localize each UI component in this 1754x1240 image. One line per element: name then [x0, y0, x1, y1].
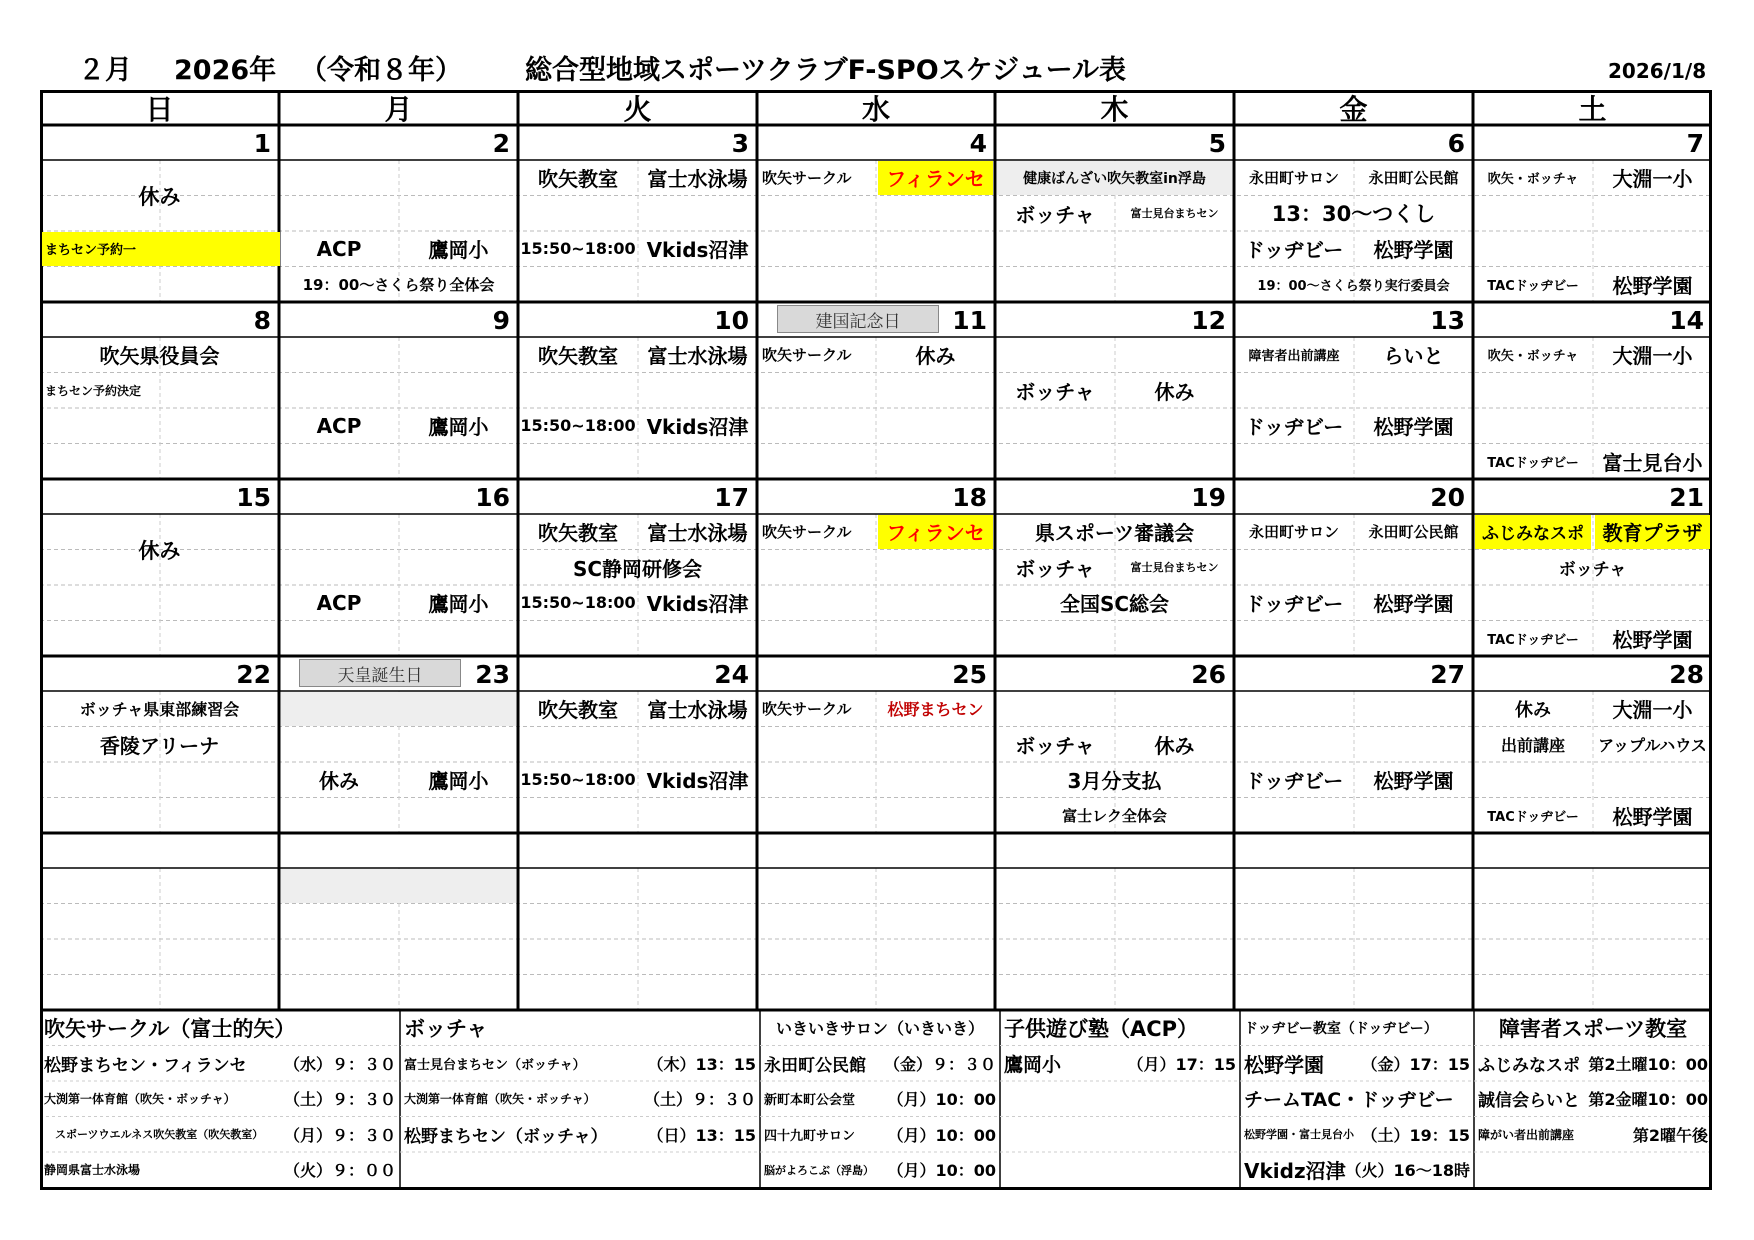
date-number: 5 — [1208, 129, 1226, 158]
schedule-entry: 教育プラザ — [1595, 515, 1710, 549]
date-number: 22 — [236, 660, 271, 689]
date-number: 27 — [1430, 660, 1465, 689]
schedule-entry: 大淵一小 — [1612, 698, 1693, 723]
schedule-entry: 富士見台小 — [1602, 450, 1703, 475]
legend-time — [1111, 1082, 1236, 1116]
schedule-entry: ドッヂビー — [1244, 238, 1344, 263]
legend-time — [1111, 1118, 1236, 1152]
schedule-entry: 松野学園 — [1612, 804, 1693, 829]
schedule-entry: ドッヂビー — [1244, 415, 1344, 440]
legend-time: （水）９：３０ — [283, 1054, 396, 1074]
schedule-entry: 吹矢・ボッチャ — [1487, 172, 1579, 188]
day-header-2: 火 — [623, 92, 652, 126]
schedule-entry: 松野学園 — [1373, 238, 1454, 263]
header-era: （令和８年） — [300, 55, 462, 86]
schedule-entry: ドッヂビー — [1244, 769, 1344, 794]
schedule-entry: 吹矢サークル — [762, 700, 852, 719]
schedule-entry: 永田町公民館 — [1368, 169, 1459, 188]
schedule-entry: 19：00～さくら祭り実行委員会 — [1257, 278, 1450, 294]
date-number: 10 — [714, 306, 749, 335]
issue-date: 2026/1/8 — [1608, 59, 1707, 83]
schedule-entry: 鷹岡小 — [428, 592, 489, 617]
schedule-sheet — [40, 90, 1712, 1190]
schedule-entry: アップルハウス — [1598, 735, 1707, 755]
schedule-entry: ACP — [316, 236, 362, 261]
date-number: 24 — [714, 660, 749, 689]
legend-venue — [1478, 1153, 1583, 1187]
date-number: 15 — [236, 483, 271, 512]
legend-title: ドッヂビー教室（ドッヂビー） — [1244, 1020, 1438, 1037]
schedule-entry: 吹矢サークル — [762, 346, 852, 365]
legend-venue: 四十九町サロン — [764, 1128, 856, 1144]
schedule-entry: 大淵一小 — [1612, 167, 1693, 192]
legend-venue: ふじみなスポ — [1478, 1055, 1580, 1076]
date-number: 8 — [253, 306, 271, 335]
legend-time — [1111, 1153, 1236, 1187]
schedule-entry: 香陵アリーナ — [99, 733, 220, 758]
legend-time — [631, 1153, 756, 1187]
date-number: 18 — [952, 483, 987, 512]
schedule-entry: 15:50~18:00 — [520, 416, 636, 436]
schedule-entry: 休み — [1515, 699, 1551, 721]
schedule-entry: TACドッヂビー — [1487, 278, 1579, 294]
schedule-entry: まちセン予約決定 — [45, 383, 142, 398]
legend-venue: 大渕第一体育館（吹矢・ボッチャ） — [44, 1092, 236, 1107]
date-number: 6 — [1447, 129, 1465, 158]
date-number: 14 — [1669, 306, 1704, 335]
legend-venue: 松野学園・富士見台小 — [1244, 1128, 1354, 1142]
schedule-entry: フィランセ — [878, 515, 993, 549]
schedule-entry: 永田町サロン — [1248, 523, 1339, 542]
legend-venue: スポーツウエルネス吹矢教室（吹矢教室） — [44, 1128, 264, 1142]
schedule-entry: 永田町公民館 — [1368, 523, 1459, 542]
schedule-entry: 休み — [915, 344, 956, 369]
schedule-entry: 富士水泳場 — [647, 167, 748, 192]
schedule-entry: 休み — [138, 538, 181, 563]
day-header-4: 木 — [1100, 92, 1129, 126]
date-number: 16 — [475, 483, 510, 512]
schedule-entry: ふじみなスポ — [1475, 515, 1591, 549]
holiday-label: 天皇誕生日 — [299, 659, 461, 687]
legend-time: 第2曜午後 — [1632, 1125, 1708, 1145]
schedule-entry: 松野学園 — [1373, 769, 1454, 794]
schedule-entry: 出前講座 — [1500, 735, 1565, 755]
schedule-entry: 松野学園 — [1612, 627, 1693, 652]
schedule-entry: 障害者出前講座 — [1248, 349, 1340, 365]
date-number: 17 — [714, 483, 749, 512]
schedule-entry: 富士水泳場 — [647, 698, 748, 723]
schedule-entry: まちセン予約一 — [42, 232, 280, 266]
schedule-entry: 吹矢県役員会 — [99, 344, 220, 369]
legend-venue: 鷹岡小 — [1004, 1053, 1062, 1076]
day-header-1: 月 — [384, 92, 413, 126]
legend-time: （月）10：00 — [887, 1161, 996, 1181]
schedule-entry: ボッチャ県東部練習会 — [79, 700, 240, 720]
day-header-6: 土 — [1578, 92, 1607, 126]
day-header-0: 日 — [145, 92, 174, 126]
date-number: 7 — [1686, 129, 1704, 158]
legend-time: 第2土曜10：00 — [1588, 1054, 1708, 1074]
shaded-cell — [281, 869, 516, 903]
legend-time: （火）16～18時 — [1345, 1161, 1470, 1181]
schedule-entry: SC静岡研修会 — [572, 556, 703, 581]
date-number: 23 — [475, 660, 510, 689]
schedule-entry: ドッヂビー — [1244, 592, 1344, 617]
schedule-entry: 休み — [138, 184, 181, 209]
legend-time: （木）13：15 — [647, 1054, 756, 1074]
legend-title: 障害者スポーツ教室 — [1498, 1016, 1688, 1041]
legend-venue: 富士見台まちセン（ボッチャ） — [404, 1057, 586, 1073]
legend-title: 吹矢サークル（富士的矢） — [44, 1016, 296, 1041]
legend-time — [1583, 1153, 1708, 1187]
date-number: 3 — [731, 129, 749, 158]
legend-venue: チームTAC・ドッヂビー — [1244, 1089, 1454, 1112]
schedule-entry: 富士水泳場 — [647, 344, 748, 369]
schedule-entry: TACドッヂビー — [1487, 455, 1579, 471]
schedule-entry: ボッチャ — [1558, 559, 1627, 580]
schedule-entry: 吹矢教室 — [538, 167, 618, 192]
schedule-entry: 松野学園 — [1373, 592, 1454, 617]
schedule-entry: 休み — [319, 769, 359, 794]
schedule-entry: ボッチャ — [1015, 556, 1095, 581]
legend-venue: 永田町公民館 — [764, 1055, 866, 1076]
legend-venue — [1004, 1118, 1111, 1152]
date-number: 19 — [1191, 483, 1226, 512]
legend-venue — [1004, 1082, 1111, 1116]
legend-time: （土）９：３０ — [643, 1090, 756, 1110]
legend-venue: 大渕第一体育館（吹矢・ボッチャ） — [404, 1092, 596, 1107]
date-number: 20 — [1430, 483, 1465, 512]
day-header-3: 水 — [861, 92, 890, 126]
schedule-entry: 鷹岡小 — [428, 238, 489, 263]
date-number: 1 — [253, 129, 271, 158]
schedule-entry: 富士レク全体会 — [1062, 806, 1167, 825]
schedule-entry: フィランセ — [878, 161, 993, 195]
date-number: 2 — [492, 129, 510, 158]
date-number: 9 — [492, 306, 510, 335]
schedule-entry: ボッチャ — [1015, 202, 1095, 227]
schedule-entry: ボッチャ — [1015, 733, 1095, 758]
schedule-entry: 県スポーツ審議会 — [1034, 521, 1195, 546]
schedule-entry: 富士水泳場 — [647, 521, 748, 546]
legend-venue: 障がい者出前講座 — [1478, 1127, 1575, 1142]
date-number: 11 — [952, 306, 987, 335]
legend-title: ボッチャ — [404, 1016, 488, 1041]
schedule-entry: 吹矢教室 — [538, 344, 618, 369]
date-number: 26 — [1191, 660, 1226, 689]
schedule-entry: ACP — [316, 590, 362, 615]
legend-venue: Vkidz沼津 — [1244, 1159, 1346, 1184]
schedule-entry: 吹矢・ボッチャ — [1487, 349, 1579, 365]
date-number: 28 — [1669, 660, 1704, 689]
legend-time: （土）19：15 — [1361, 1125, 1470, 1145]
legend-venue: 松野まちセン（ボッチャ） — [404, 1126, 608, 1147]
date-number: 13 — [1430, 306, 1465, 335]
schedule-entry: 鷹岡小 — [428, 415, 489, 440]
legend-time: （火）９：００ — [283, 1161, 396, 1181]
legend-time: （月）17：15 — [1127, 1054, 1236, 1074]
legend-title: 子供遊び塾（ACP） — [1004, 1016, 1199, 1041]
schedule-entry: Vkids沼津 — [646, 769, 749, 794]
schedule-entry: Vkids沼津 — [646, 592, 749, 617]
schedule-entry: ACP — [316, 413, 362, 438]
schedule-entry: 全国SC総会 — [1059, 592, 1170, 617]
schedule-entry: 吹矢サークル — [762, 169, 852, 188]
schedule-entry: Vkids沼津 — [646, 238, 749, 263]
schedule-entry: 松野学園 — [1373, 415, 1454, 440]
legend-venue — [404, 1153, 631, 1187]
schedule-entry: 15:50~18:00 — [520, 239, 636, 259]
schedule-entry: 松野学園 — [1612, 273, 1693, 298]
legend-venue: 松野まちセン・フィランセ — [44, 1055, 247, 1076]
schedule-entry: 吹矢教室 — [538, 521, 618, 546]
date-number: 4 — [969, 129, 987, 158]
schedule-entry: 19：00～さくら祭り全体会 — [302, 275, 495, 294]
legend-time: 第2金曜10：00 — [1588, 1090, 1708, 1110]
schedule-entry: 3月分支払 — [1067, 769, 1162, 794]
legend-time — [1345, 1082, 1470, 1116]
schedule-entry: 13：30～つくし — [1271, 202, 1436, 227]
schedule-entry: 健康ばんざい吹矢教室in浮島 — [997, 161, 1232, 195]
schedule-entry: TACドッヂビー — [1487, 809, 1579, 825]
legend-venue: 脳がよろこぶ（浮島） — [764, 1163, 874, 1177]
legend-time: （月）10：00 — [887, 1090, 996, 1110]
date-number: 21 — [1669, 483, 1704, 512]
schedule-entry: 吹矢教室 — [538, 698, 618, 723]
header-year: 2026年 — [174, 55, 277, 86]
schedule-entry: 富士見台まちセン — [1130, 207, 1219, 221]
legend-time: （金）17：15 — [1361, 1054, 1470, 1074]
schedule-entry: 休み — [1154, 733, 1195, 758]
legend-venue — [1004, 1153, 1111, 1187]
header-month: ２月 — [78, 55, 132, 86]
schedule-entry: Vkids沼津 — [646, 415, 749, 440]
holiday-label: 建国記念日 — [777, 305, 939, 333]
schedule-entry: TACドッヂビー — [1487, 632, 1579, 648]
legend-time: （土）９：３０ — [283, 1090, 396, 1110]
schedule-entry: 松野まちセン — [887, 700, 984, 720]
schedule-entry: 吹矢サークル — [762, 523, 852, 542]
legend-time: （月）10：00 — [887, 1125, 996, 1145]
legend-title: いきいきサロン（いきいき） — [775, 1019, 984, 1039]
legend-venue: 静岡県富士水泳場 — [44, 1163, 141, 1178]
schedule-entry: 富士見台まちセン — [1130, 561, 1219, 575]
schedule-entry: 15:50~18:00 — [520, 593, 636, 613]
schedule-entry: 鷹岡小 — [428, 769, 489, 794]
schedule-entry: ボッチャ — [1015, 379, 1095, 404]
legend-venue: 誠信会らいと — [1478, 1091, 1580, 1112]
legend-venue: 新町本町公会堂 — [764, 1093, 856, 1109]
schedule-entry — [281, 692, 516, 726]
legend-time: （日）13：15 — [647, 1125, 756, 1145]
schedule-entry: 休み — [1154, 379, 1195, 404]
schedule-entry: 大淵一小 — [1612, 344, 1693, 369]
page-title: 総合型地域スポーツクラブF-SPOスケジュール表 — [525, 55, 1127, 86]
date-number: 25 — [952, 660, 987, 689]
schedule-entry: らいと — [1383, 344, 1444, 369]
date-number: 12 — [1191, 306, 1226, 335]
schedule-entry: 永田町サロン — [1248, 169, 1339, 188]
legend-time: （金）９：３０ — [883, 1054, 996, 1074]
legend-venue: 松野学園 — [1244, 1052, 1324, 1077]
legend-time: （月）９：３０ — [283, 1125, 396, 1145]
schedule-entry: 15:50~18:00 — [520, 770, 636, 790]
day-header-5: 金 — [1339, 92, 1368, 126]
